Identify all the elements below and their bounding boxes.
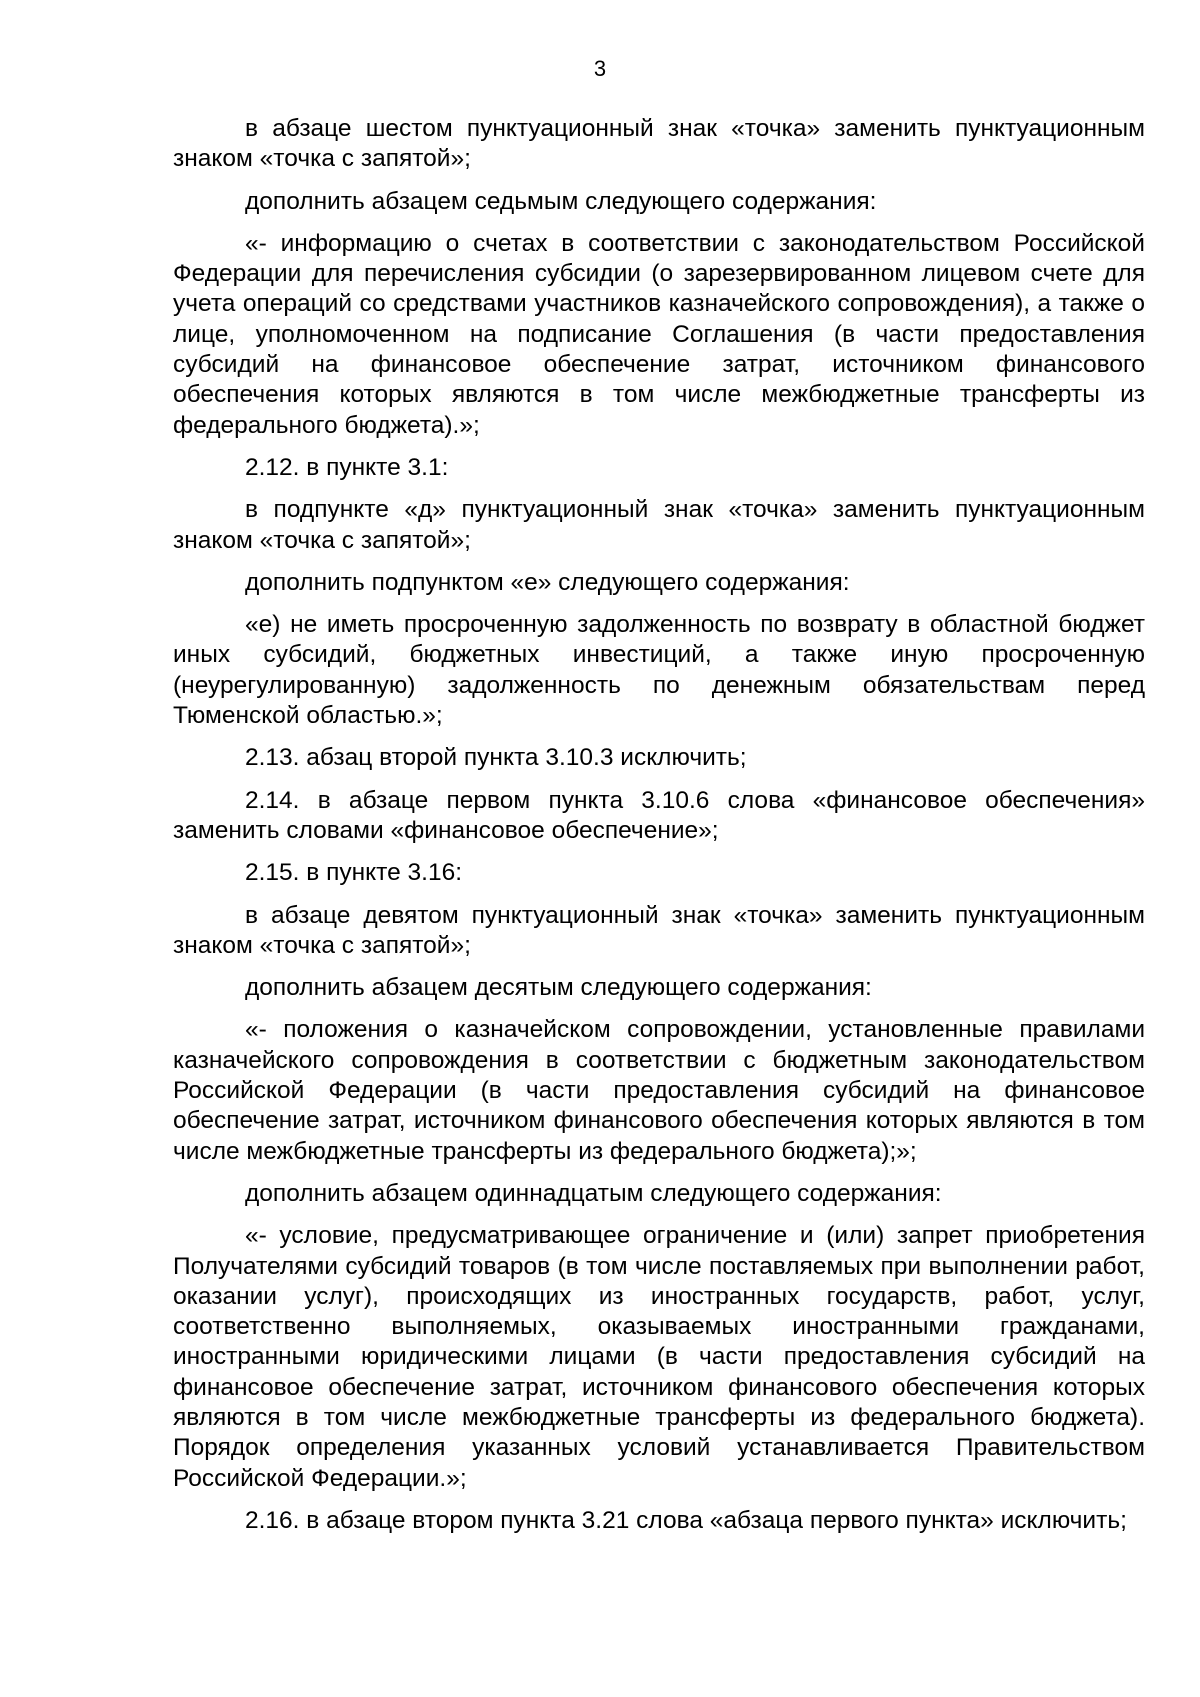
paragraph-4: 2.12. в пункте 3.1: [245, 453, 449, 481]
paragraph-11: в абзаце девятом пунктуационный знак «точка» заменить пунктуационным знаком «точка с запятой»; [173, 901, 1145, 959]
paragraph-16: 2.16. в абзаце втором пункта 3.21 слова «абзаца первого пункта» исключить; [245, 1506, 1127, 1534]
paragraph-7: «е) не иметь просроченную задолженность по возврату в областной бюджет иных субсидий, бюджетных инвестиций, а также иную просроченную (неурегулированную) задолженность по денежным обязательствам перед Тюменской областью.»; [173, 611, 1145, 730]
paragraph-2: дополнить абзацем седьмым следующего содержания: [245, 187, 877, 215]
document-body [173, 114, 1145, 1548]
paragraph-6: дополнить подпунктом «е» следующего содержания: [245, 568, 850, 596]
paragraph-5: в подпункте «д» пунктуационный знак «точка» заменить пунктуационным знаком «точка с запятой»; [173, 496, 1145, 554]
paragraph-15: «- условие, предусматривающее ограничение и (или) запрет приобретения Получателями субсидий товаров (в том числе поставляемых при выполнении работ, оказании услуг), происходящих из иностранных государств, работ, услуг, соответственно выполняемых, оказываемых иностранными гражданами, иностранными юридическими лицами (в части предоставления субсидий на финансовое обеспечение затрат, источником финансового обеспечения которых являются в том числе межбюджетные трансферты из федерального бюджета). Порядок определения указанных условий устанавливается Правительством Российской Федерации.»; [173, 1222, 1145, 1492]
paragraph-12: дополнить абзацем десятым следующего содержания: [245, 974, 872, 1002]
paragraph-10: 2.15. в пункте 3.16: [245, 859, 463, 887]
paragraph-9: 2.14. в абзаце первом пункта 3.10.6 слова «финансовое обеспечения» заменить словами «финансовое обеспечение»; [173, 786, 1145, 844]
page-number: 3 [593, 56, 607, 81]
paragraph-8: 2.13. абзац второй пункта 3.10.3 исключить; [245, 744, 747, 772]
paragraph-3: «- информацию о счетах в соответствии с законодательством Российской Федерации для перечисления субсидии (о зарезервированном лицевом счете для учета операций со средствами участников казначейского сопровождения), а также о лице, уполномоченном на подписание Соглашения (в части предоставления субсидий на финансовое обеспечение затрат, источником финансового обеспечения которых являются в том числе межбюджетные трансферты из федерального бюджета).»; [173, 229, 1145, 439]
paragraph-14: дополнить абзацем одиннадцатым следующего содержания: [245, 1179, 942, 1207]
paragraph-13: «- положения о казначейском сопровождении, установленные правилами казначейского сопровождения в соответствии с бюджетным законодательством Российской Федерации (в части предоставления субсидий на финансовое обеспечение затрат, источником финансового обеспечения которых являются в том числе межбюджетные трансферты из федерального бюджета);»; [173, 1016, 1145, 1165]
paragraph-1: в абзаце шестом пунктуационный знак «точка» заменить пунктуационным знаком «точка с запятой»; [173, 115, 1145, 173]
